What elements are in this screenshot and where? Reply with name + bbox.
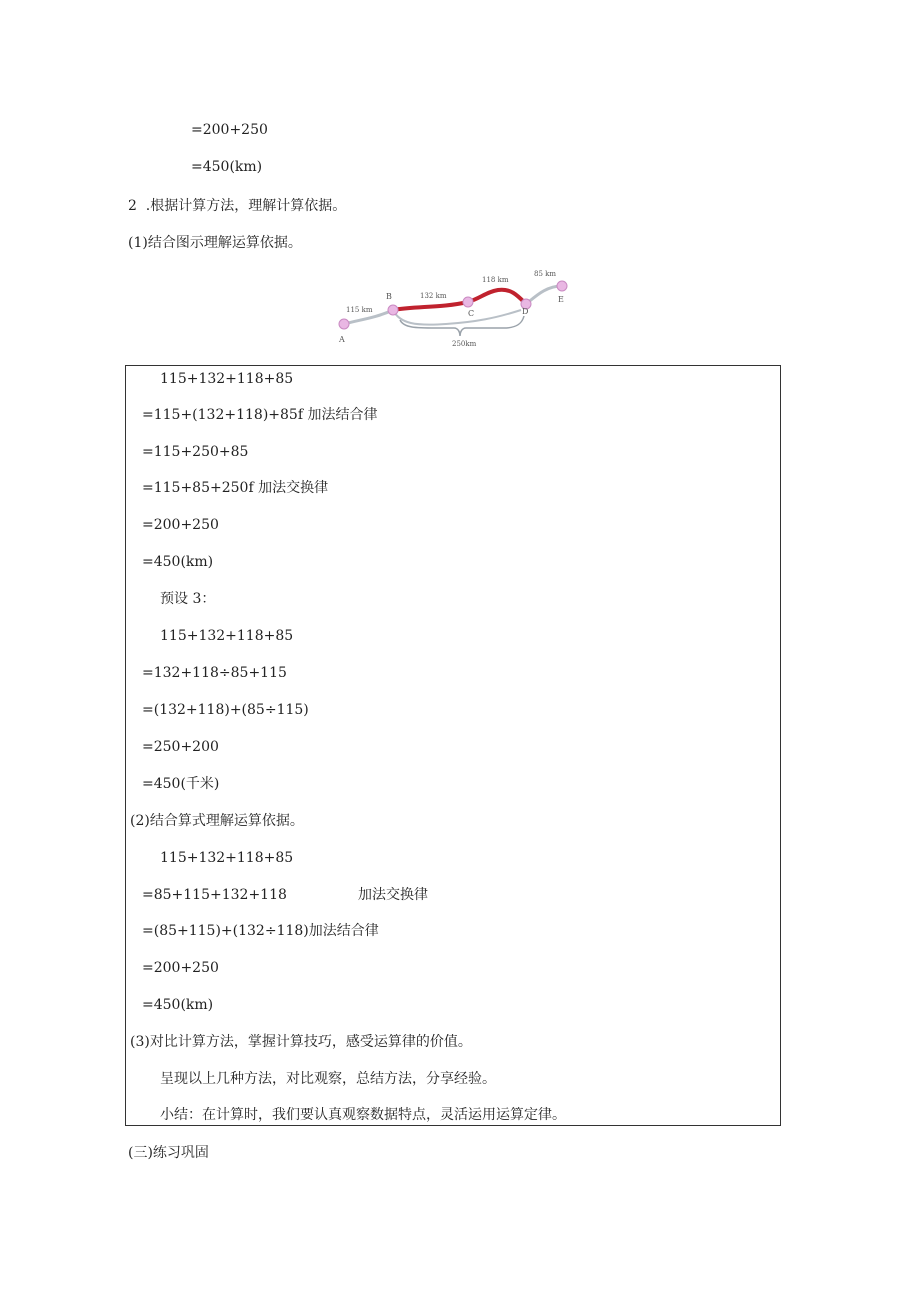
label-e: E [558,295,564,304]
box-line: =450(km) [142,997,214,1013]
brace [400,316,524,336]
equation-line: =450(km) [191,159,263,175]
box-line: 预设 3： [160,591,216,607]
equation-line: =200+250 [191,122,268,138]
box-line: =132+118÷85+115 [142,665,287,681]
road-lower [393,310,521,325]
box-line: =115+85+250f 加法交换律 [142,480,329,496]
box-line: =85+115+132+118 [142,887,287,903]
label-d: D [522,307,529,316]
label-c: C [468,309,475,318]
box-line: =(132+118)+(85÷115) [142,702,309,718]
box-line: =115+250+85 [142,444,249,460]
box-line: (3)对比计算方法，掌握计算技巧，感受运算律的价值。 [130,1034,472,1050]
node-a [339,319,349,329]
box-line: =(85+115)+(132÷118)加法结合律 [142,923,379,939]
box-line: =200+250 [142,517,219,533]
box-line: =450(千米) [142,776,220,792]
route-diagram [336,266,572,348]
road-de [526,286,562,304]
node-c [463,297,473,307]
section-heading: 2 .根据计算方法，理解计算依据。 [128,198,347,214]
label-bc: 132 km [420,292,447,300]
box-line: 呈现以上几种方法，对比观察，总结方法，分享经验。 [160,1071,496,1087]
road-highlight [393,290,526,310]
section-heading: (三)练习巩固 [128,1145,209,1161]
box-line: 115+132+118+85 [160,628,294,644]
box-line: =450(km) [142,554,214,570]
box-line: (2)结合算式理解运算依据。 [130,813,304,829]
box-line: 115+132+118+85 [160,371,294,387]
label-de: 85 km [534,270,557,278]
solution-box [125,365,781,1126]
box-line: =200+250 [142,960,219,976]
subsection-heading: (1)结合图示理解运算依据。 [128,235,302,251]
node-e [557,281,567,291]
box-line: 小结：在计算时，我们要认真观察数据特点，灵活运用运算定律。 [160,1107,566,1123]
label-brace: 250km [452,340,477,348]
label-b: B [386,292,392,301]
label-a: A [339,335,345,344]
label-cd: 118 km [482,276,509,284]
box-line: =250+200 [142,739,219,755]
box-line: 115+132+118+85 [160,850,294,866]
box-line: =115+(132+118)+85f 加法结合律 [142,407,378,423]
label-ab: 115 km [346,306,373,314]
node-b [388,305,398,315]
box-note: 加法交换律 [358,887,428,903]
